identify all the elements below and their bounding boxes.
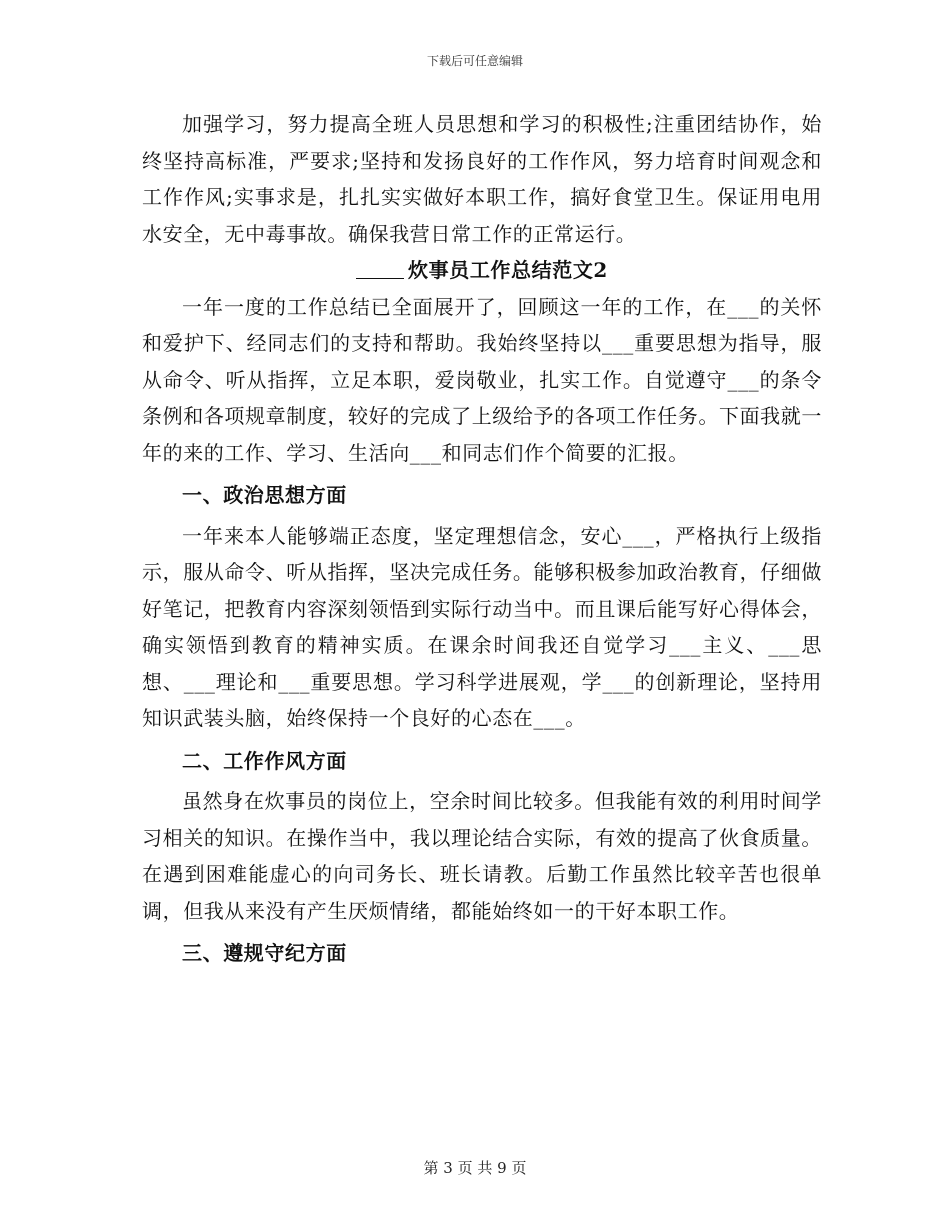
document-title (142, 252, 822, 289)
document-body (142, 106, 822, 976)
paragraph-2: 一年一度的工作总结已全面展开了，回顾这一年的工作，在___的关怀和爱护下、经同志们的支持和帮助。我始终坚持以___重要思想为指导，服从命令、听从指挥，立足本职，爱岗敬业，扎实工作。自觉遵守___的条令条例和各项规章制度，较好的完成了上级给予的各项工作任务。下面我就一年的来的工作、学习、生活向___和同志们作个简要的汇报。 (142, 294, 822, 465)
section-heading-political: 一、政治思想方面 (182, 483, 347, 507)
page-number: 第 3 页 共 9 页 (423, 1159, 527, 1177)
title-blank (356, 258, 404, 279)
page-header-note: 下载后可任意编辑 (426, 54, 523, 68)
section-heading-work-style: 二、工作作风方面 (182, 748, 347, 773)
section-heading-discipline: 三、遵规守纪方面 (182, 941, 347, 965)
title-text: 炊事员工作总结范文2 (408, 258, 608, 282)
paragraph-4: 虽然身在炊事员的岗位上，空余时间比较多。但我能有效的利用时间学习相关的知识。在操作当中，我以理论结合实际，有效的提高了伙食质量。在遇到困难能虚心的向司务长、班长请教。后勤工作虽然比较辛苦也很单调，但我从来没有产生厌烦情绪，都能始终如一的干好本职工作。 (142, 789, 822, 923)
paragraph-3: 一年来本人能够端正态度，坚定理想信念，安心___，严格执行上级指示，服从命令、听从指挥，坚决完成任务。能够积极参加政治教育，仔细做好笔记，把教育内容深刻领悟到实际行动当中。而且课后能写好心得体会，确实领悟到教育的精神实质。在课余时间我还自觉学习___主义、___思想、___理论和___重要思想。学习科学进展观，学___的创新理论，坚持用知识武装头脑，始终保持一个良好的心态在___。 (142, 523, 822, 730)
paragraph-1: 加强学习，努力提高全班人员思想和学习的积极性;注重团结协作，始终坚持高标准，严要求;坚持和发扬良好的工作作风，努力培育时间观念和工作作风;实事求是，扎扎实实做好本职工作，搞好食堂卫生。保证用电用水安全，无中毒事故。确保我营日常工作的正常运行。 (142, 112, 822, 246)
